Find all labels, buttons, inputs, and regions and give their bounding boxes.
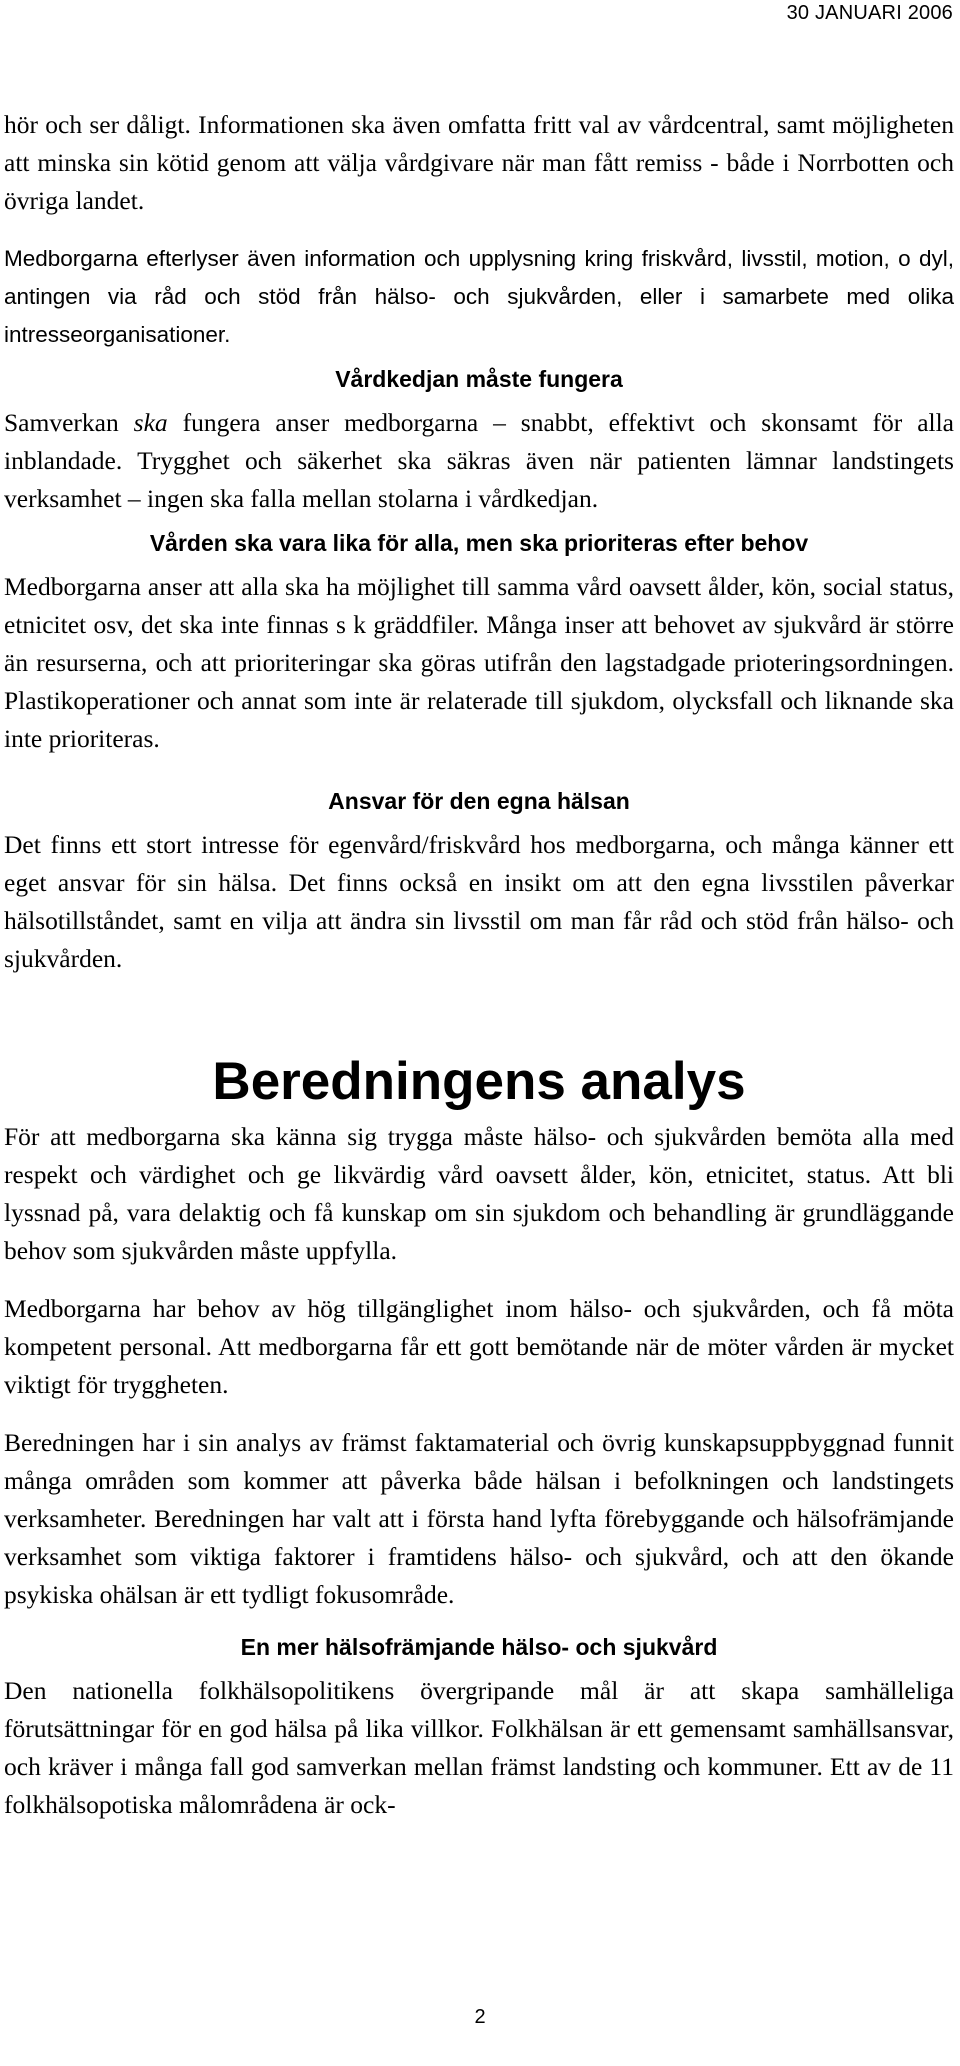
paragraph-health-promotion: Den nationella folkhälsopolitikens övergripande mål är att skapa samhälleliga förutsättningar för en god hälsa på lika villkor. Folkhälsan är ett gemensamt samhällsansvar, och kräver i många fall god samverkan mellan främst landsting och kommuner. Ett av de 11 folkhälsopotiska målområdena är ock- bbox=[4, 1676, 954, 1819]
document-body bbox=[4, 106, 954, 1824]
paragraph-analysis-findings: Beredningen har i sin analys av främst faktamaterial och övrig kunskapsuppbyggnad funnit många områden som kommer att påverka både hälsan i befolkningen och landstingets verksamheter. Beredningen har valt att i första hand lyfta förebyggande och hälsofrämjande verksamhet som viktiga faktorer i framtidens hälso- och sjukvård, och att den ökande psykiska ohälsan är ett tydligt fokusområde. bbox=[4, 1428, 954, 1609]
heading-own-health: Ansvar för den egna hälsan bbox=[328, 788, 630, 814]
heading-health-promotion: En mer hälsofrämjande hälso- och sjukvård bbox=[240, 1634, 718, 1660]
paragraph-information-choice: hör och ser dåligt. Informationen ska även omfatta fritt val av vårdcentral, samt möjligheten att minska sin kötid genom att välja vårdgivare när man fått remiss - både i Norrbotten och övriga landet. bbox=[4, 110, 954, 215]
care-chain-text-start: Samverkan bbox=[4, 408, 134, 437]
paragraph-information-lifestyle: Medborgarna efterlyser även information och upplysning kring friskvård, livsstil, motion, o dyl, antingen via råd och stöd från hälso- och sjukvården, eller i samarbete med olika intresseorganisationer. bbox=[4, 246, 954, 347]
care-chain-text-end: fungera anser medborgarna – snabbt, effektivt och skonsamt för alla inblandade. Trygghet och säkerhet ska säkras även när patienten lämnar landstingets verksamhet – ingen ska falla mellan stolarna i vårdkedjan. bbox=[4, 408, 954, 513]
paragraph-care-chain bbox=[4, 404, 954, 518]
heading-care-chain: Vårdkedjan måste fungera bbox=[335, 366, 623, 392]
paragraph-own-health: Det finns ett stort intresse för egenvård/friskvård hos medborgarna, och många känner ett eget ansvar för sin hälsa. Det finns också en insikt om att den egna livsstilen påverkar hälsotillståndet, samt en vilja att ändra sin livsstil om man får råd och stöd från hälso- och sjukvården. bbox=[4, 830, 954, 973]
header-date: 30 JANUARI 2006 bbox=[786, 2, 953, 24]
paragraph-analysis-accessibility: Medborgarna har behov av hög tillgänglighet inom hälso- och sjukvården, och få möta kompetent personal. Att medborgarna får ett gott bemötande när de möter vården är mycket viktigt för tryggheten. bbox=[4, 1294, 954, 1399]
paragraph-analysis-respect: För att medborgarna ska känna sig trygga måste hälso- och sjukvården bemöta alla med respekt och värdighet och ge likvärdig vård oavsett ålder, kön, etnicitet, status. Att bli lyssnad på, vara delaktig och få kunskap om sin sjukdom och behandling är grundläggande behov som sjukvården måste uppfylla. bbox=[4, 1122, 954, 1265]
care-chain-emphasis: ska bbox=[133, 408, 168, 437]
page-number: 2 bbox=[474, 2006, 486, 2028]
paragraph-equal-care: Medborgarna anser att alla ska ha möjlighet till samma vård oavsett ålder, kön, social status, etnicitet osv, det ska inte finnas s k gräddfiler. Många inser att behovet av sjukvård är större än resurserna, och att prioriteringar ska göras utifrån den lagstadgade prioteringsordningen. Plastikoperationer och annat som inte är relaterade till sjukdom, olycksfall och liknande ska inte prioriteras. bbox=[4, 572, 954, 753]
heading-analysis: Beredningens analys bbox=[212, 1052, 746, 1111]
heading-equal-care: Vården ska vara lika för alla, men ska prioriteras efter behov bbox=[149, 530, 809, 556]
